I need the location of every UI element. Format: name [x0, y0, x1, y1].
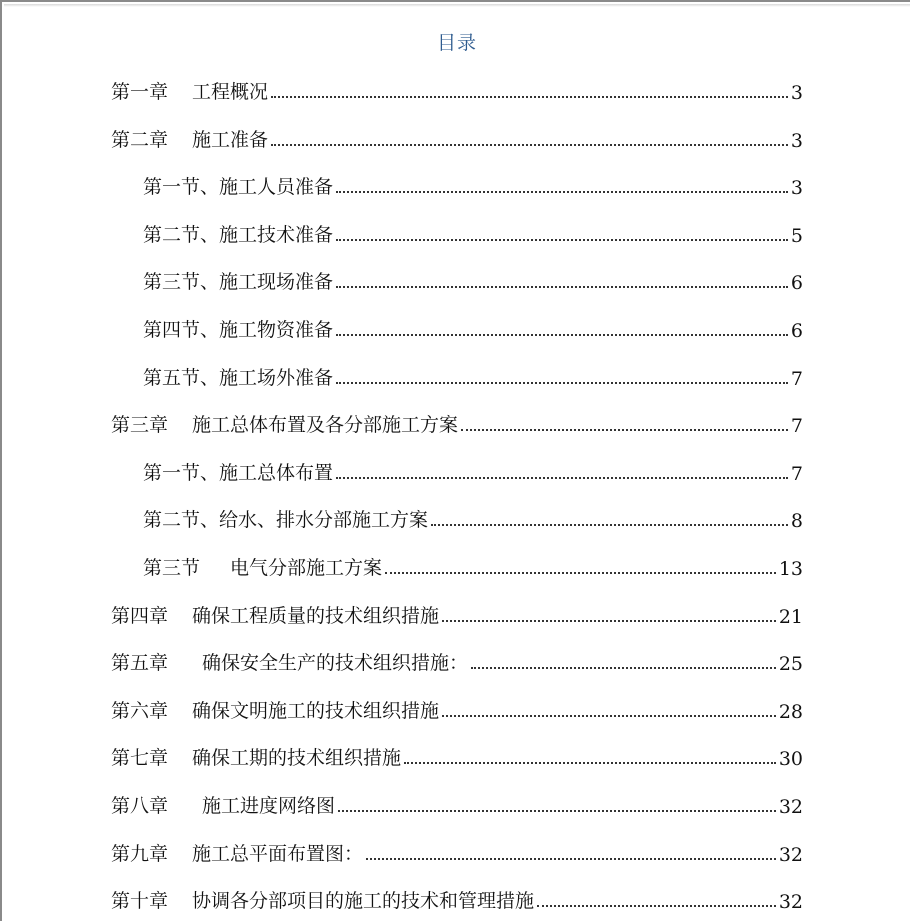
toc-entry-title: 施工进度网络图 [202, 795, 336, 817]
toc-entry-page-number: 32 [778, 891, 803, 914]
page-top-shadow [4, 4, 910, 7]
toc-entry[interactable] [143, 173, 803, 199]
toc-entry-page-number: 7 [790, 462, 803, 485]
toc-entry-page-number: 32 [778, 796, 803, 818]
toc-dot-leader [271, 144, 788, 146]
toc-entry-title: 第五节、施工场外准备 [143, 366, 334, 389]
toc-entry-page-number: 6 [790, 320, 803, 342]
toc-entry-page-number: 6 [790, 272, 803, 295]
toc-entry-number: 第一章 [111, 81, 169, 103]
toc-entry[interactable] [111, 744, 803, 770]
toc-entry[interactable] [143, 268, 803, 294]
toc-entry-title: 确保安全生产的技术组织措施： [202, 652, 469, 675]
toc-entry-number: 第三节 [143, 557, 201, 579]
toc-entry-title: 施工总平面布置图： [192, 842, 364, 865]
toc-dot-leader [537, 905, 776, 907]
toc-dot-leader [442, 715, 776, 717]
toc-entry-number: 第五章 [111, 652, 169, 675]
toc-entry[interactable] [143, 506, 803, 532]
toc-dot-leader [336, 286, 788, 288]
toc-dot-leader [271, 96, 788, 98]
toc-entry-page-number: 8 [790, 510, 803, 533]
toc-entry-page-number: 3 [790, 82, 803, 104]
toc-entry[interactable] [143, 316, 803, 342]
toc-entry-title: 第三节、施工现场准备 [143, 271, 334, 294]
toc-entry[interactable] [111, 697, 803, 723]
toc-entry[interactable] [143, 221, 803, 247]
toc-dot-leader [471, 667, 776, 669]
toc-entry-page-number: 30 [778, 748, 803, 771]
toc-entry-page-number: 3 [790, 177, 803, 200]
toc-title: 目录 [436, 32, 477, 54]
toc-entry-page-number: 13 [778, 558, 803, 580]
toc-entry-title: 电气分部施工方案 [230, 557, 383, 579]
toc-entry-page-number: 21 [778, 605, 803, 628]
toc-entry-title: 工程概况 [192, 81, 269, 103]
toc-entry-number: 第十章 [111, 890, 169, 913]
toc-entry[interactable] [111, 792, 803, 818]
toc-entry-title: 第一节、施工人员准备 [143, 176, 334, 199]
toc-entry[interactable] [111, 126, 803, 152]
toc-entry-title: 协调各分部项目的施工的技术和管理措施 [192, 890, 535, 913]
toc-entry[interactable] [111, 649, 803, 675]
toc-entry-title: 确保工期的技术组织措施 [192, 747, 402, 770]
toc-dot-leader [336, 477, 788, 479]
toc-entry-title: 第一节、施工总体布置 [143, 461, 334, 484]
toc-entry-title: 确保工程质量的技术组织措施 [192, 604, 440, 627]
toc-dot-leader [336, 191, 788, 193]
toc-entry[interactable] [143, 459, 803, 485]
toc-entry-title: 确保文明施工的技术组织措施 [192, 699, 440, 722]
toc-entry-number: 第三章 [111, 414, 169, 437]
toc-entry[interactable] [143, 364, 803, 390]
toc-entry[interactable] [111, 602, 803, 628]
toc-entry-number: 第七章 [111, 747, 169, 770]
toc-entry-title: 施工准备 [192, 128, 269, 151]
toc-entry[interactable] [111, 887, 803, 913]
toc-entry-title: 第四节、施工物资准备 [143, 319, 334, 341]
toc-entry[interactable] [143, 554, 803, 580]
toc-entry[interactable] [111, 78, 803, 104]
toc-dot-leader [336, 334, 788, 336]
toc-entry-title: 施工总体布置及各分部施工方案 [192, 414, 459, 437]
toc-dot-leader [338, 810, 776, 812]
toc-entry-page-number: 25 [778, 653, 803, 676]
toc-dot-leader [336, 382, 788, 384]
toc-entry-page-number: 3 [790, 129, 803, 152]
toc-entry-number: 第四章 [111, 604, 169, 627]
toc-entry-page-number: 7 [790, 367, 803, 390]
toc-entry[interactable] [111, 840, 803, 866]
toc-dot-leader [461, 429, 788, 431]
toc-entry-number: 第九章 [111, 842, 169, 865]
toc-entry-title: 第二节、施工技术准备 [143, 223, 334, 246]
toc-dot-leader [336, 239, 788, 241]
toc-entry-number: 第六章 [111, 699, 169, 722]
toc-dot-leader [404, 762, 776, 764]
toc-entry-page-number: 7 [790, 415, 803, 438]
toc-entry-page-number: 28 [778, 700, 803, 723]
toc-entry-page-number: 32 [778, 843, 803, 866]
toc-dot-leader [385, 572, 776, 574]
toc-dot-leader [366, 858, 776, 860]
toc-entry-number: 第八章 [111, 795, 169, 817]
toc-entry[interactable] [111, 411, 803, 437]
toc-entry-page-number: 5 [790, 224, 803, 247]
toc-entry-number: 第二章 [111, 128, 169, 151]
toc-entry-title: 第二节、给水、排水分部施工方案 [143, 509, 429, 532]
toc-dot-leader [442, 620, 776, 622]
toc-dot-leader [431, 524, 788, 526]
